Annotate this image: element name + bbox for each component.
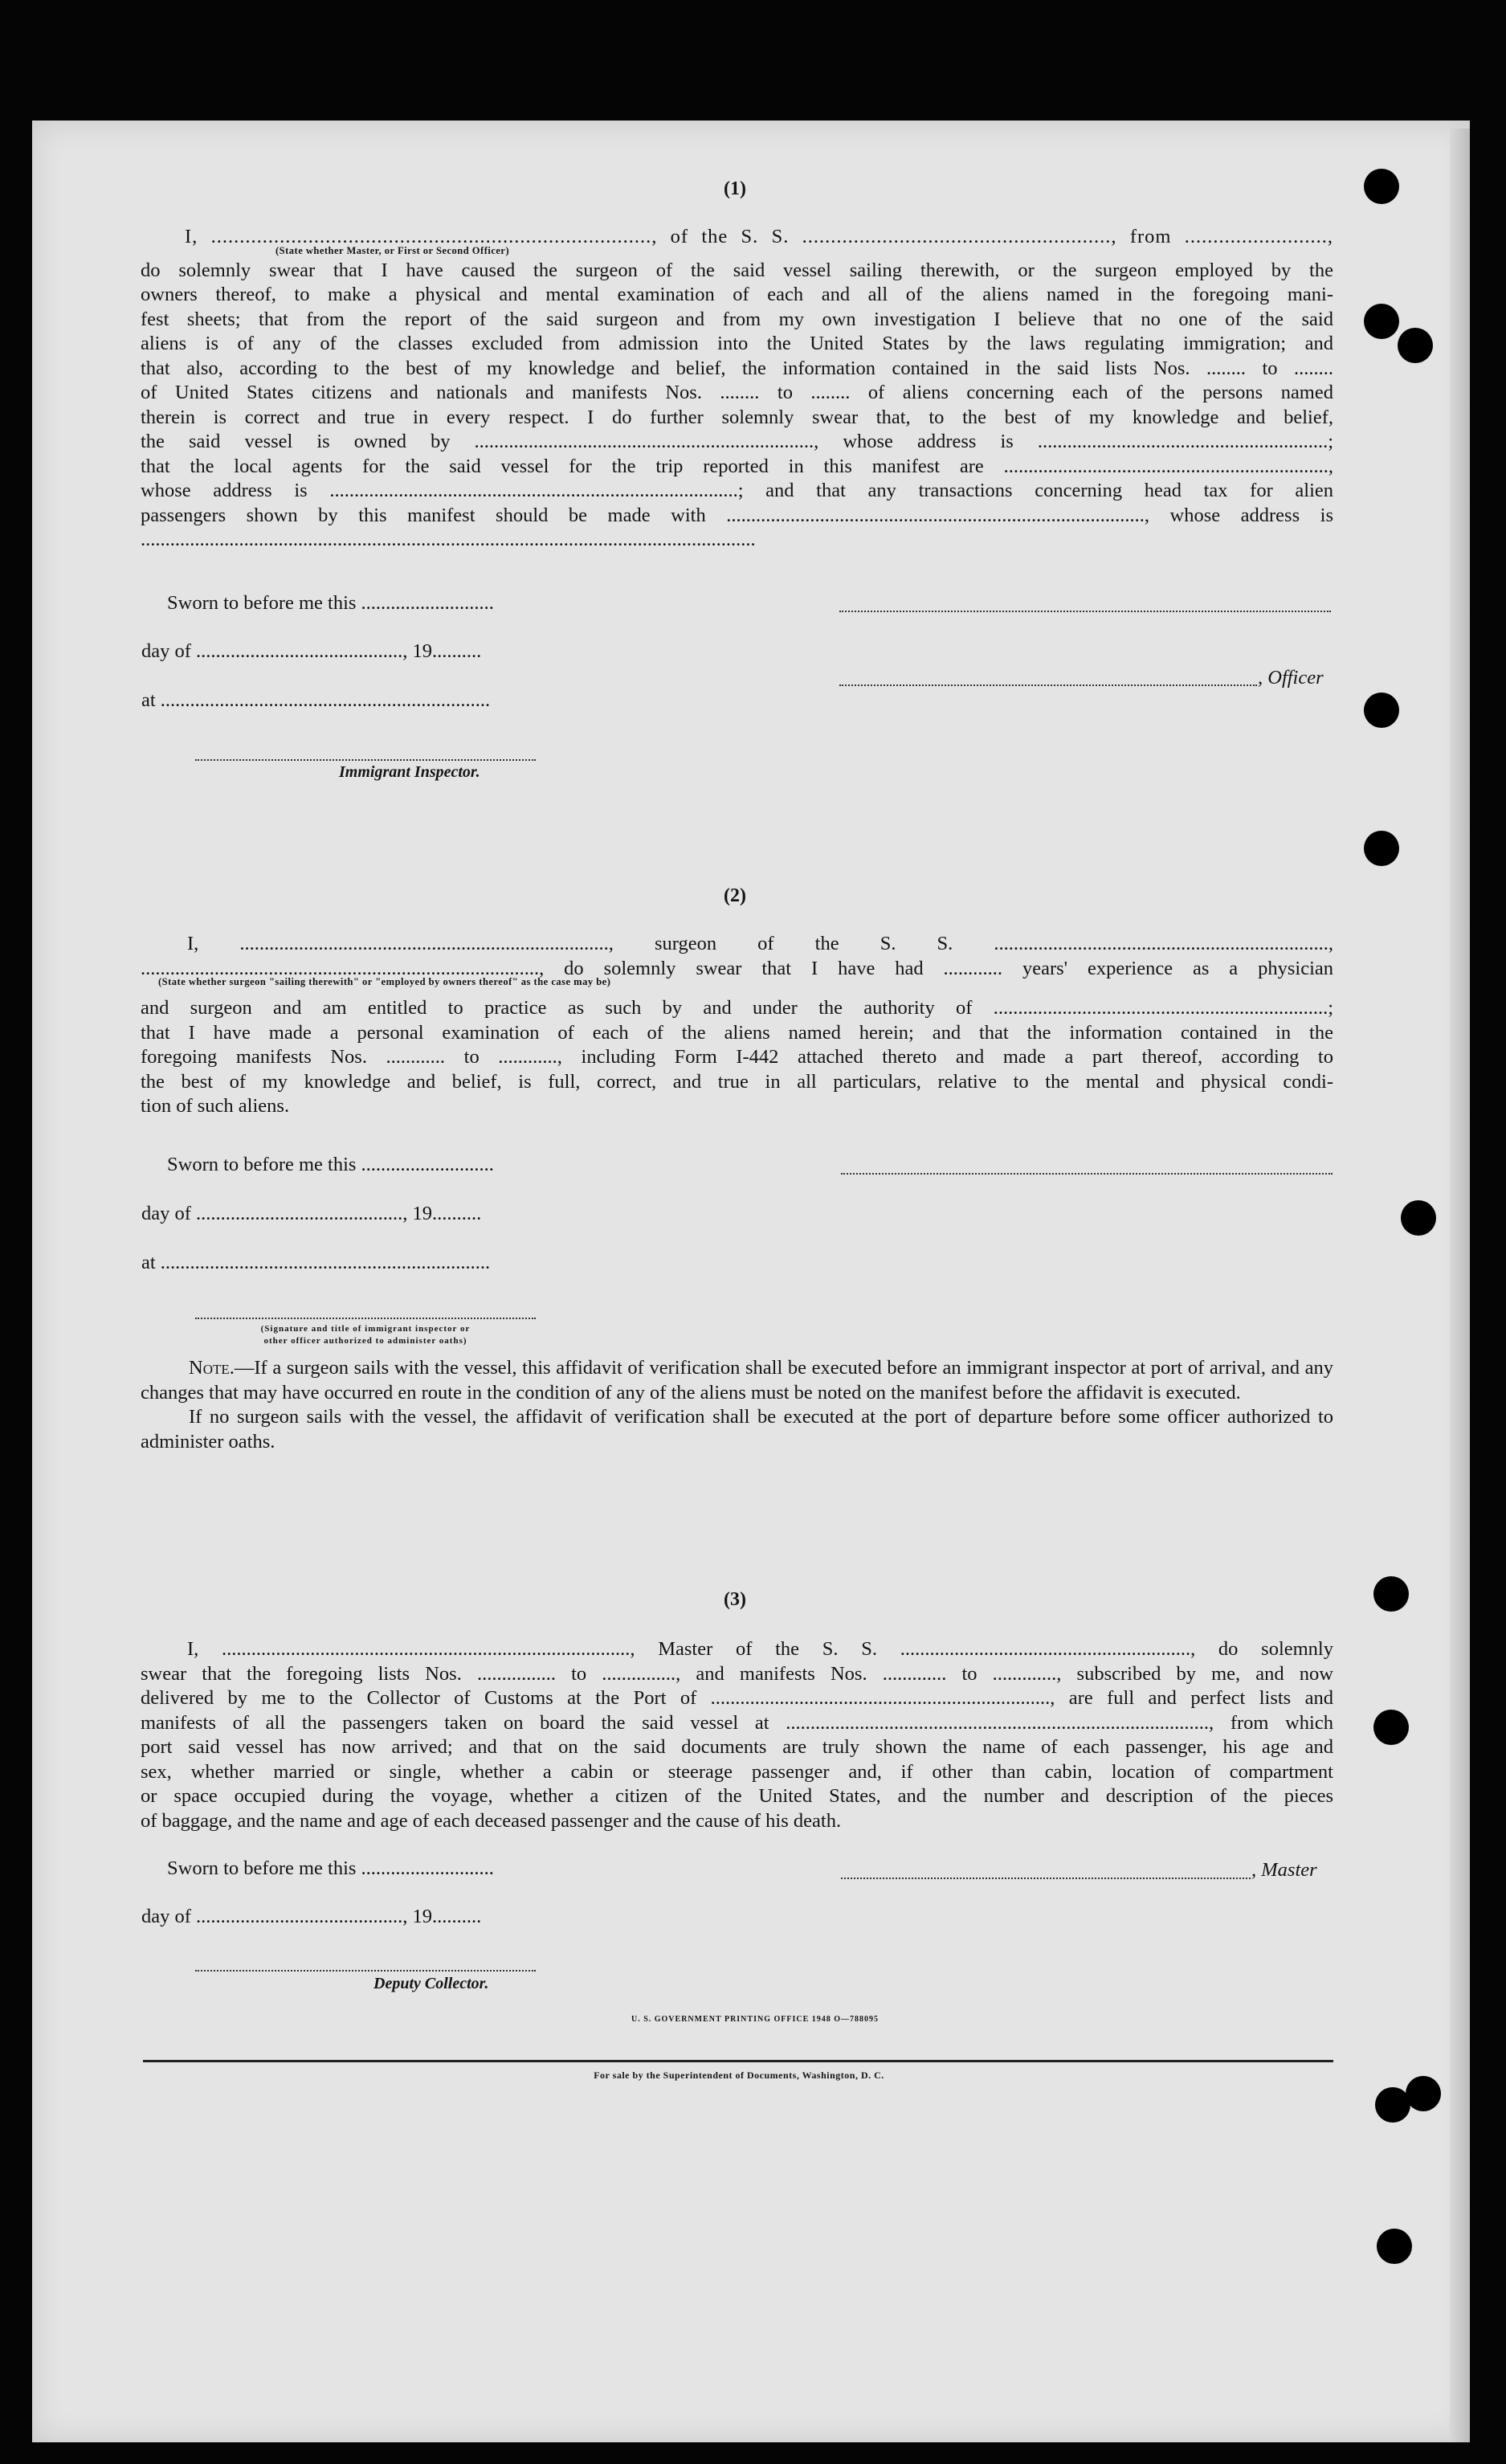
note-paragraph-2: If no surgeon sails with the vessel, the affidavit of verification shall be executed at the port of departure before some officer authorized to administer oaths. [141,1406,1333,1453]
section-2-note [141,1356,1333,1454]
punch-hole-10 [1406,2076,1441,2111]
section-1-line-11: passengers shown by this manifest should be made with ....................................................................................., whose address is [141,504,1333,526]
section-1-officer-signature-line [839,611,1331,612]
section-1-line-9: that the local agents for the said vessel for the trip reported in this manifest are .................................................................., [141,455,1333,477]
section-1-line-1: do solemnly swear that I have caused the surgeon of the said vessel sailing therewith, or the surgeon employed by the [141,259,1333,281]
note-label: Note. [189,1357,235,1379]
punch-hole-1 [1364,169,1399,204]
section-3-collector-line [195,1970,536,1972]
section-3-master-line [841,1878,1251,1879]
section-2-line-1: and surgeon and am entitled to practice as such by and under the authority of ....................................................................; [141,997,1333,1019]
section-3-line-8: of baggage, and the name and age of each deceased passenger and the cause of his death. [141,1809,842,1832]
section-2-sworn: Sworn to before me this ........................... [167,1154,494,1175]
section-1-line-2: owners thereof, to make a physical and mental examination of each and all of the aliens named in the foregoing mani- [141,284,1333,305]
section-2-line-5: tion of such aliens. [141,1095,290,1117]
section-3-heading: (3) [724,1589,746,1610]
section-3-line-1: I, ..................................................................................., Master of the S. S. ..........................................................., do solemnly [187,1638,1333,1660]
section-3-line-5: port said vessel has now arrived; and that on the said documents are truly shown the name of each passenger, his age and [141,1736,1333,1758]
section-3-master-label: , Master [1251,1859,1317,1881]
punch-hole-3 [1398,328,1433,363]
section-1-officer-label: , Officer [1258,667,1324,689]
punch-hole-5 [1364,831,1399,866]
punch-hole-11 [1377,2229,1412,2264]
punch-hole-8 [1373,1710,1409,1745]
master-label: Master [1261,1859,1317,1881]
punch-hole-6 [1401,1200,1436,1236]
punch-hole-4 [1364,693,1399,728]
section-2-signature-caption-1: (Signature and title of immigrant inspector or [260,1324,471,1334]
section-2-first-line: I, ..........................................................................., surgeon of the S. S. ...................................................................., [187,933,1333,954]
section-2-day: day of .........................................., 19.......... [141,1203,482,1224]
section-1-first-line: I, ............................................................................., of the S. S. ......................................................, from ........................., [185,226,1333,247]
section-2-surgeon-signature-line [841,1173,1333,1175]
footer-rule [143,2060,1333,2062]
section-1-line-4: aliens is of any of the classes excluded from admission into the United States by the laws regulating immigration; and [141,333,1333,354]
section-3-oath [141,1637,1333,1833]
officer-label: Officer [1267,667,1324,689]
section-1-sworn: Sworn to before me this ........................... [167,592,494,614]
footer-text: For sale by the Superintendent of Documents, Washington, D. C. [594,2070,884,2081]
section-2-heading: (2) [724,885,746,906]
note-paragraph-1: —If a surgeon sails with the vessel, this affidavit of verification shall be executed before an immigrant inspector at port of arrival, and any changes that may have occurred en route in the condition of any of the aliens must be noted on the manifest before the affidavit is executed. [141,1357,1333,1404]
section-1-line-7: therein is correct and true in every respect. I do further solemnly swear that, to the best of my knowledge and belief, [141,406,1333,428]
section-3-sworn: Sworn to before me this ........................... [167,1857,494,1879]
section-1-line-12: ............................................................................................................................. [141,529,756,550]
section-1-line-10: whose address is ...................................................................................; and that any transactions concerning head tax for alien [141,480,1333,501]
section-3-line-4: manifests of all the passengers taken on board the said vessel at ......................................................................................, from which [141,1711,1333,1734]
section-2-line-3: foregoing manifests Nos. ............ to ............, including Form I-442 attached thereto and made a part thereof, according to [141,1046,1333,1068]
section-2-caption: (State whether surgeon "sailing therewith" or "employed by owners thereof" as the case may be) [158,976,611,987]
section-2-line-2: that I have made a personal examination of each of the aliens named herein; and that the information contained in the [141,1021,1333,1044]
section-1-inspector-label: Immigrant Inspector. [339,763,480,781]
punch-hole-7 [1373,1576,1409,1612]
section-1-at: at ................................................................... [141,689,491,711]
section-3-line-2: swear that the foregoing lists Nos. ................ to ..............., and manifests Nos. ............. to ............., subscribed by me, and now [141,1662,1333,1685]
section-2-inspector-line [195,1318,536,1319]
section-1-line-5: that also, according to the best of my knowledge and belief, the information contained in the said lists Nos. ........ to ........ [141,357,1333,379]
section-1-inspector-line [195,759,536,761]
section-2-second-line: ................................................................................., do solemnly swear that I have had ............ years' experience as a physician [141,957,1333,979]
section-2-oath [141,932,1333,1119]
section-3-collector-label: Deputy Collector. [373,1975,489,1992]
section-3-day: day of .........................................., 19.......... [141,1906,482,1927]
section-2-at: at ................................................................... [141,1252,491,1273]
punch-hole-2 [1364,304,1399,339]
section-1-officer-line [839,684,1257,686]
section-1-day: day of .........................................., 19.......... [141,640,482,662]
gpo-imprint: U. S. GOVERNMENT PRINTING OFFICE 1948 O—788095 [631,2015,880,2024]
section-1-caption: (State whether Master, or First or Second Officer) [275,244,510,256]
section-1-oath [141,225,1333,553]
section-1-line-8: the said vessel is owned by ....................................................................., whose address is ...........................................................; [141,431,1333,452]
section-3-line-6: sex, whether married or single, whether a cabin or steerage passenger and, if other than cabin, location of compartment [141,1760,1333,1783]
section-3-line-3: delivered by me to the Collector of Customs at the Port of ....................................................................., are full and perfect lists and [141,1687,1333,1709]
section-1-line-6: of United States citizens and nationals and manifests Nos. ........ to ........ of aliens concerning each of the persons named [141,382,1333,403]
section-1-line-3: fest sheets; that from the report of the said surgeon and from my own investigation I believe that no one of the said [141,308,1333,330]
scan-edge [1450,129,1470,2442]
section-3-line-7: or space occupied during the voyage, whether a citizen of the United States, and the number and description of the pieces [141,1785,1333,1807]
section-2-signature-caption-2: other officer authorized to administer oaths) [263,1336,467,1346]
section-2-line-4: the best of my knowledge and belief, is full, correct, and true in all particulars, relative to the mental and physical condi- [141,1070,1333,1093]
section-1-heading: (1) [724,178,746,199]
